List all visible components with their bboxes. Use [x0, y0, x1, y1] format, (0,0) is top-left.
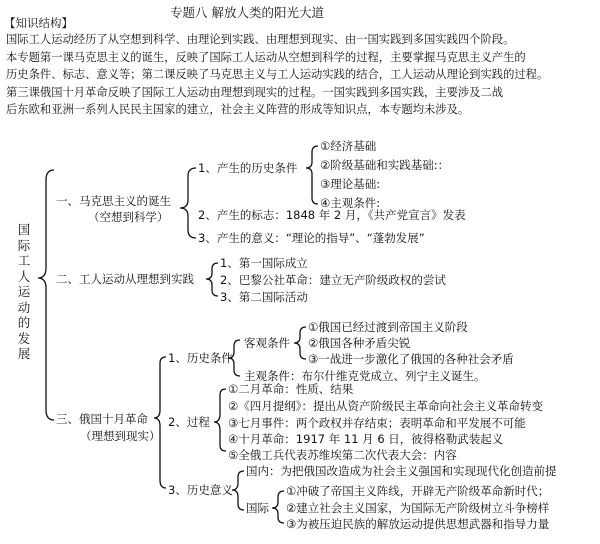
branch1-item-conditions: 1、产生的历史条件 — [198, 161, 298, 175]
objective-bracket — [294, 327, 306, 359]
domestic-significance: 国内：为把俄国改造成为社会主义强国和实现现代化创造前提 — [246, 464, 557, 478]
condition-item: ②阶级基础和实践基础:： — [320, 158, 450, 172]
branch2-item: 3、第二国际活动 — [220, 290, 308, 304]
branch2-item: 2、巴黎公社革命：建立无产阶级政权的尝试 — [220, 273, 446, 287]
branch1-item-meaning: 3、产生的意义：“理论的指导”、“蓬勃发展” — [198, 231, 425, 245]
branch1-label: 一、马克思主义的诞生 — [56, 194, 171, 208]
international-bracket — [272, 491, 284, 523]
branch2-item: 1、第一国际成立 — [220, 256, 308, 270]
branch3-item-history: 1、历史条件 — [168, 351, 233, 365]
process-item: ④十月革命：1917 年 11 月 6 日，彼得格勒武装起义 — [228, 432, 504, 446]
intro-line: 历史条件、标志、意义等；第二课反映了马克思主义与工人运动实践的结合，工人运动从理论到实践的过程。 — [6, 68, 549, 82]
intro-line: 后东欧和亚洲一系列人民民主国家的建立，社会主义阵营的形成等知识点，本专题均未涉及。 — [6, 103, 470, 117]
objective-item: ②俄国各种矛盾尖锐 — [308, 336, 411, 350]
branch1-bracket — [180, 168, 196, 238]
root-vertical-label: 国 际 工 人 运 动 的 发 展 — [17, 222, 31, 361]
branch3-bracket — [154, 357, 166, 488]
process-bracket — [214, 389, 226, 451]
intro-line: 第三课俄国十月革命反映了国际工人运动由理想到现实的过程。一国实践到多国实践，主要涉及二战 — [6, 85, 504, 99]
international-item: ③为被压迫民族的解放运动提供思想武器和指导力量 — [286, 517, 550, 531]
branch2-bracket — [206, 263, 218, 296]
international-item: ①冲破了帝国主义阵线，开辟无产阶级革命新时代； — [286, 484, 550, 498]
subjective-conditions: 主观条件：布尔什维克党成立、列宁主义诞生。 — [244, 369, 486, 383]
international-item: ②建立社会主义国家，为国际无产阶级树立斗争榜样 — [286, 501, 550, 515]
objective-item: ①俄国已经过渡到帝国主义阶段 — [308, 320, 468, 334]
condition-item: ③理论基础: — [320, 177, 381, 191]
process-item: ⑤全俄工兵代表苏维埃第二次代表大会：内容 — [228, 448, 457, 462]
objective-item: ③一战进一步激化了俄国的各种社会矛盾 — [308, 352, 514, 366]
branch3-item-process: 2、过程 — [168, 415, 210, 429]
condition-item: ④主观条件: — [320, 196, 381, 210]
process-item: ③七月事件：两个政权并存结束；表明革命和平发展不可能 — [228, 416, 526, 430]
intro-line: 本专题第一课马克思主义的诞生，反映了国际工人运动从空想到科学的过程，主要掌握马克思主义产生的 — [6, 50, 526, 64]
conditions-bracket — [306, 146, 318, 204]
branch2-label: 二、工人运动从理想到实践 — [56, 272, 194, 286]
intro-line: 国际工人运动经历了从空想到科学、由理论到实践、由理想到现实、由一国实践到多国实践四个阶段。 — [6, 33, 515, 46]
root-bracket — [38, 170, 54, 420]
branch3-item-significance: 3、历史意义 — [168, 483, 233, 497]
significance-bracket — [232, 471, 244, 510]
branch1-sub: （空想到科学） — [88, 210, 169, 224]
section-heading: 【知识结构】 — [4, 16, 73, 30]
branch3-sub: （理想到现实） — [80, 429, 161, 443]
page-title: 专题八 解放人类的阳光大道 — [170, 5, 324, 20]
branch3-label: 三、俄国十月革命 — [56, 412, 148, 426]
process-item: ①二月革命：性质、结果 — [228, 382, 354, 396]
condition-item: ①经济基础 — [320, 139, 377, 153]
branch1-item-mark: 2、产生的标志：1848 年 2 月，《共产党宣言》发表 — [198, 208, 466, 222]
process-item: ②《四月提纲》：提出从资产阶级民主革命向社会主义革命转变 — [228, 399, 544, 413]
international-label: 国际 — [246, 501, 269, 515]
objective-label: 客观条件 — [244, 336, 290, 350]
